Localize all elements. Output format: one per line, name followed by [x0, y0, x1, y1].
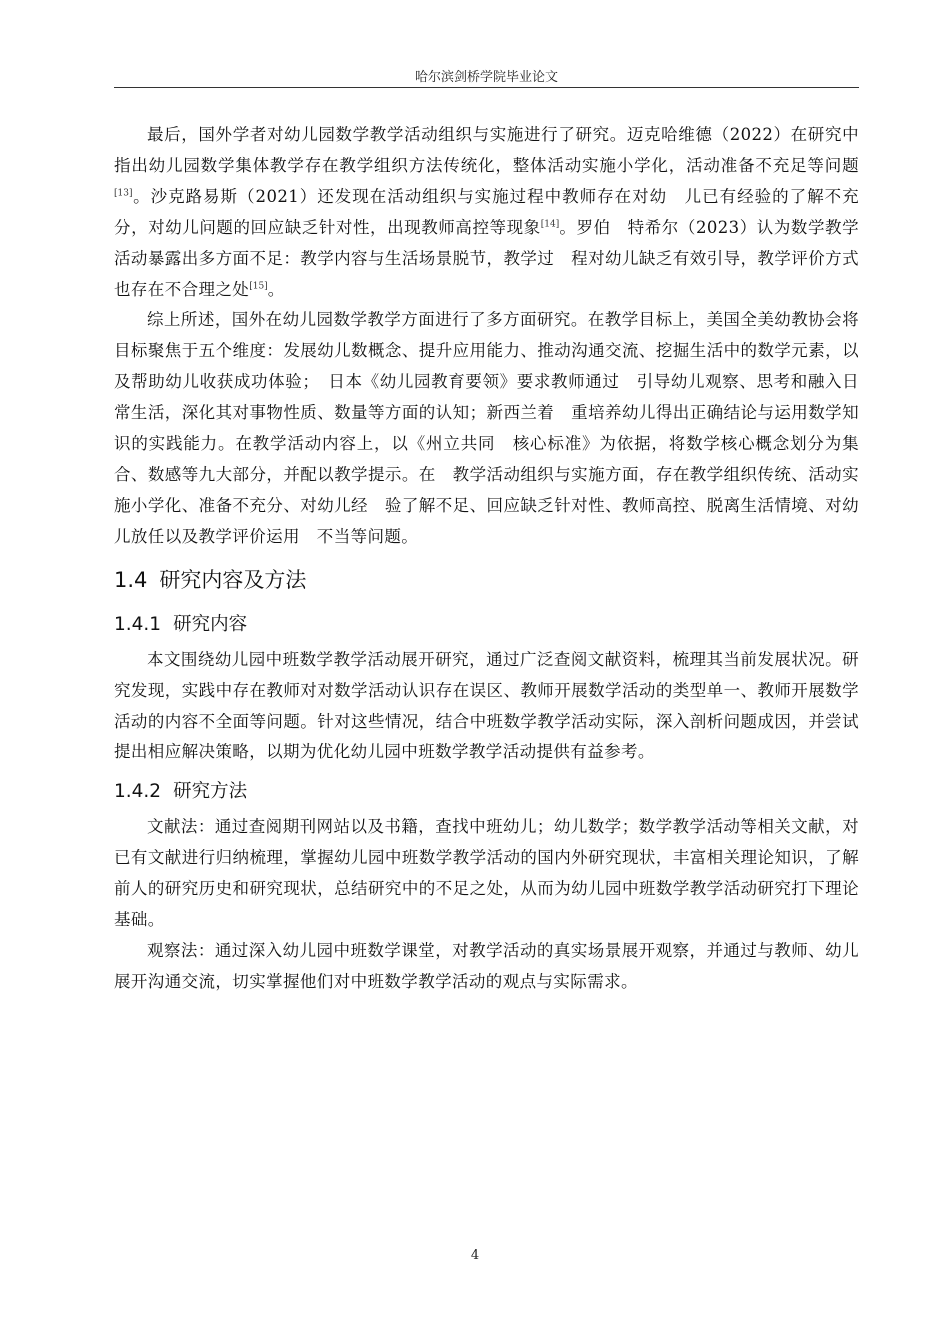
- document-body: [114, 120, 859, 998]
- section-heading-1-4-2: [114, 772, 859, 812]
- paragraph-text: 。沙克路易斯（2021）还发现在活动组织与实施过程中教师存在对幼 儿已有经验的了解不充分，对幼儿问题的回应缺乏针对性，出现教师高控等现象: [114, 186, 859, 237]
- paragraph-text: 最后，国外学者对幼儿园数学教学活动组织与实施进行了研究。迈克哈维德（2022）在研究中指出幼儿园数学集体教学存在教学组织方法传统化，整体活动实施小学化，活动准备不充足等问题: [114, 125, 859, 175]
- heading-text: 研究内容: [173, 613, 248, 635]
- page-number: 4: [470, 1248, 480, 1263]
- paragraph-literature-method: 文献法：通过查阅期刊网站以及书籍，查找中班幼儿；幼儿数学；数学教学活动等相关文献，对已有文献进行归纳梳理，掌握幼儿园中班数学教学活动的国内外研究现状，丰富相关理论知识，了解前人的研究历史和研究现状，总结研究中的不足之处，从而为幼儿园中班数学教学活动研究打下理论基础。: [114, 817, 859, 930]
- heading-number: 1.4.1: [114, 613, 162, 635]
- citation-ref: [13]: [114, 188, 133, 199]
- citation-ref: [15]: [249, 281, 268, 292]
- heading-text: 研究内容及方法: [159, 567, 307, 592]
- header-divider: [114, 87, 859, 88]
- paragraph-foreign-research: [114, 120, 859, 305]
- paragraph-observation-method: 观察法：通过深入幼儿园中班数学课堂，对教学活动的真实场景展开观察，并通过与教师、幼儿展开沟通交流，切实掌握他们对中班数学教学活动的观点与实际需求。: [114, 940, 859, 991]
- page-header: 哈尔滨剑桥学院毕业论文: [414, 70, 558, 85]
- paragraph-summary: 综上所述，国外在幼儿园数学教学方面进行了多方面研究。在教学目标上，美国全美幼教协会将目标聚焦于五个维度：发展幼儿数概念、提升应用能力、推动沟通交流、挖掘生活中的数学元素，以及帮助幼儿收获成功体验； 日本《幼儿园教育要领》要求教师通过 引导幼儿观察、思考和融入日常生活，深化其对事物性质、数量等方面的认知；新西兰着 重培养幼儿得出正确结论与运用数学知识的实践能力。在教学活动内容上，以《州立共同 核心标准》为依据，将数学核心概念划分为集合、数感等九大部分，并配以教学提示。在 教学活动组织与实施方面，存在教学组织传统、活动实施小学化、准备不充分、对幼儿经 验了解不足、回应缺乏针对性、教师高控、脱离生活情境、对幼儿放任以及教学评价运用 不当等问题。: [114, 310, 859, 546]
- section-heading-1-4: [114, 559, 859, 601]
- citation-ref: [14]: [540, 219, 560, 230]
- heading-number: 1.4.2: [114, 781, 162, 803]
- paragraph-text: 。: [267, 279, 285, 299]
- heading-text: 研究方法: [173, 781, 248, 803]
- section-heading-1-4-1: [114, 605, 859, 645]
- heading-number: 1.4: [114, 567, 148, 592]
- paragraph-text: 。罗伯 特希尔（2023）认为数学教学活动暴露出多方面不足：教学内容与生活场景脱节，教学过 程对幼儿缺乏有效引导，教学评价方式也存在不合理之处: [114, 217, 860, 299]
- paragraph-research-content: 本文围绕幼儿园中班数学教学活动展开研究，通过广泛查阅文献资料，梳理其当前发展状况。研究发现，实践中存在教师对对数学活动认识存在误区、教师开展数学活动的类型单一、教师开展数学活动的内容不全面等问题。针对这些情况，结合中班数学教学活动实际，深入剖析问题成因，并尝试提出相应解决策略，以期为优化幼儿园中班数学教学活动提供有益参考。: [114, 649, 859, 762]
